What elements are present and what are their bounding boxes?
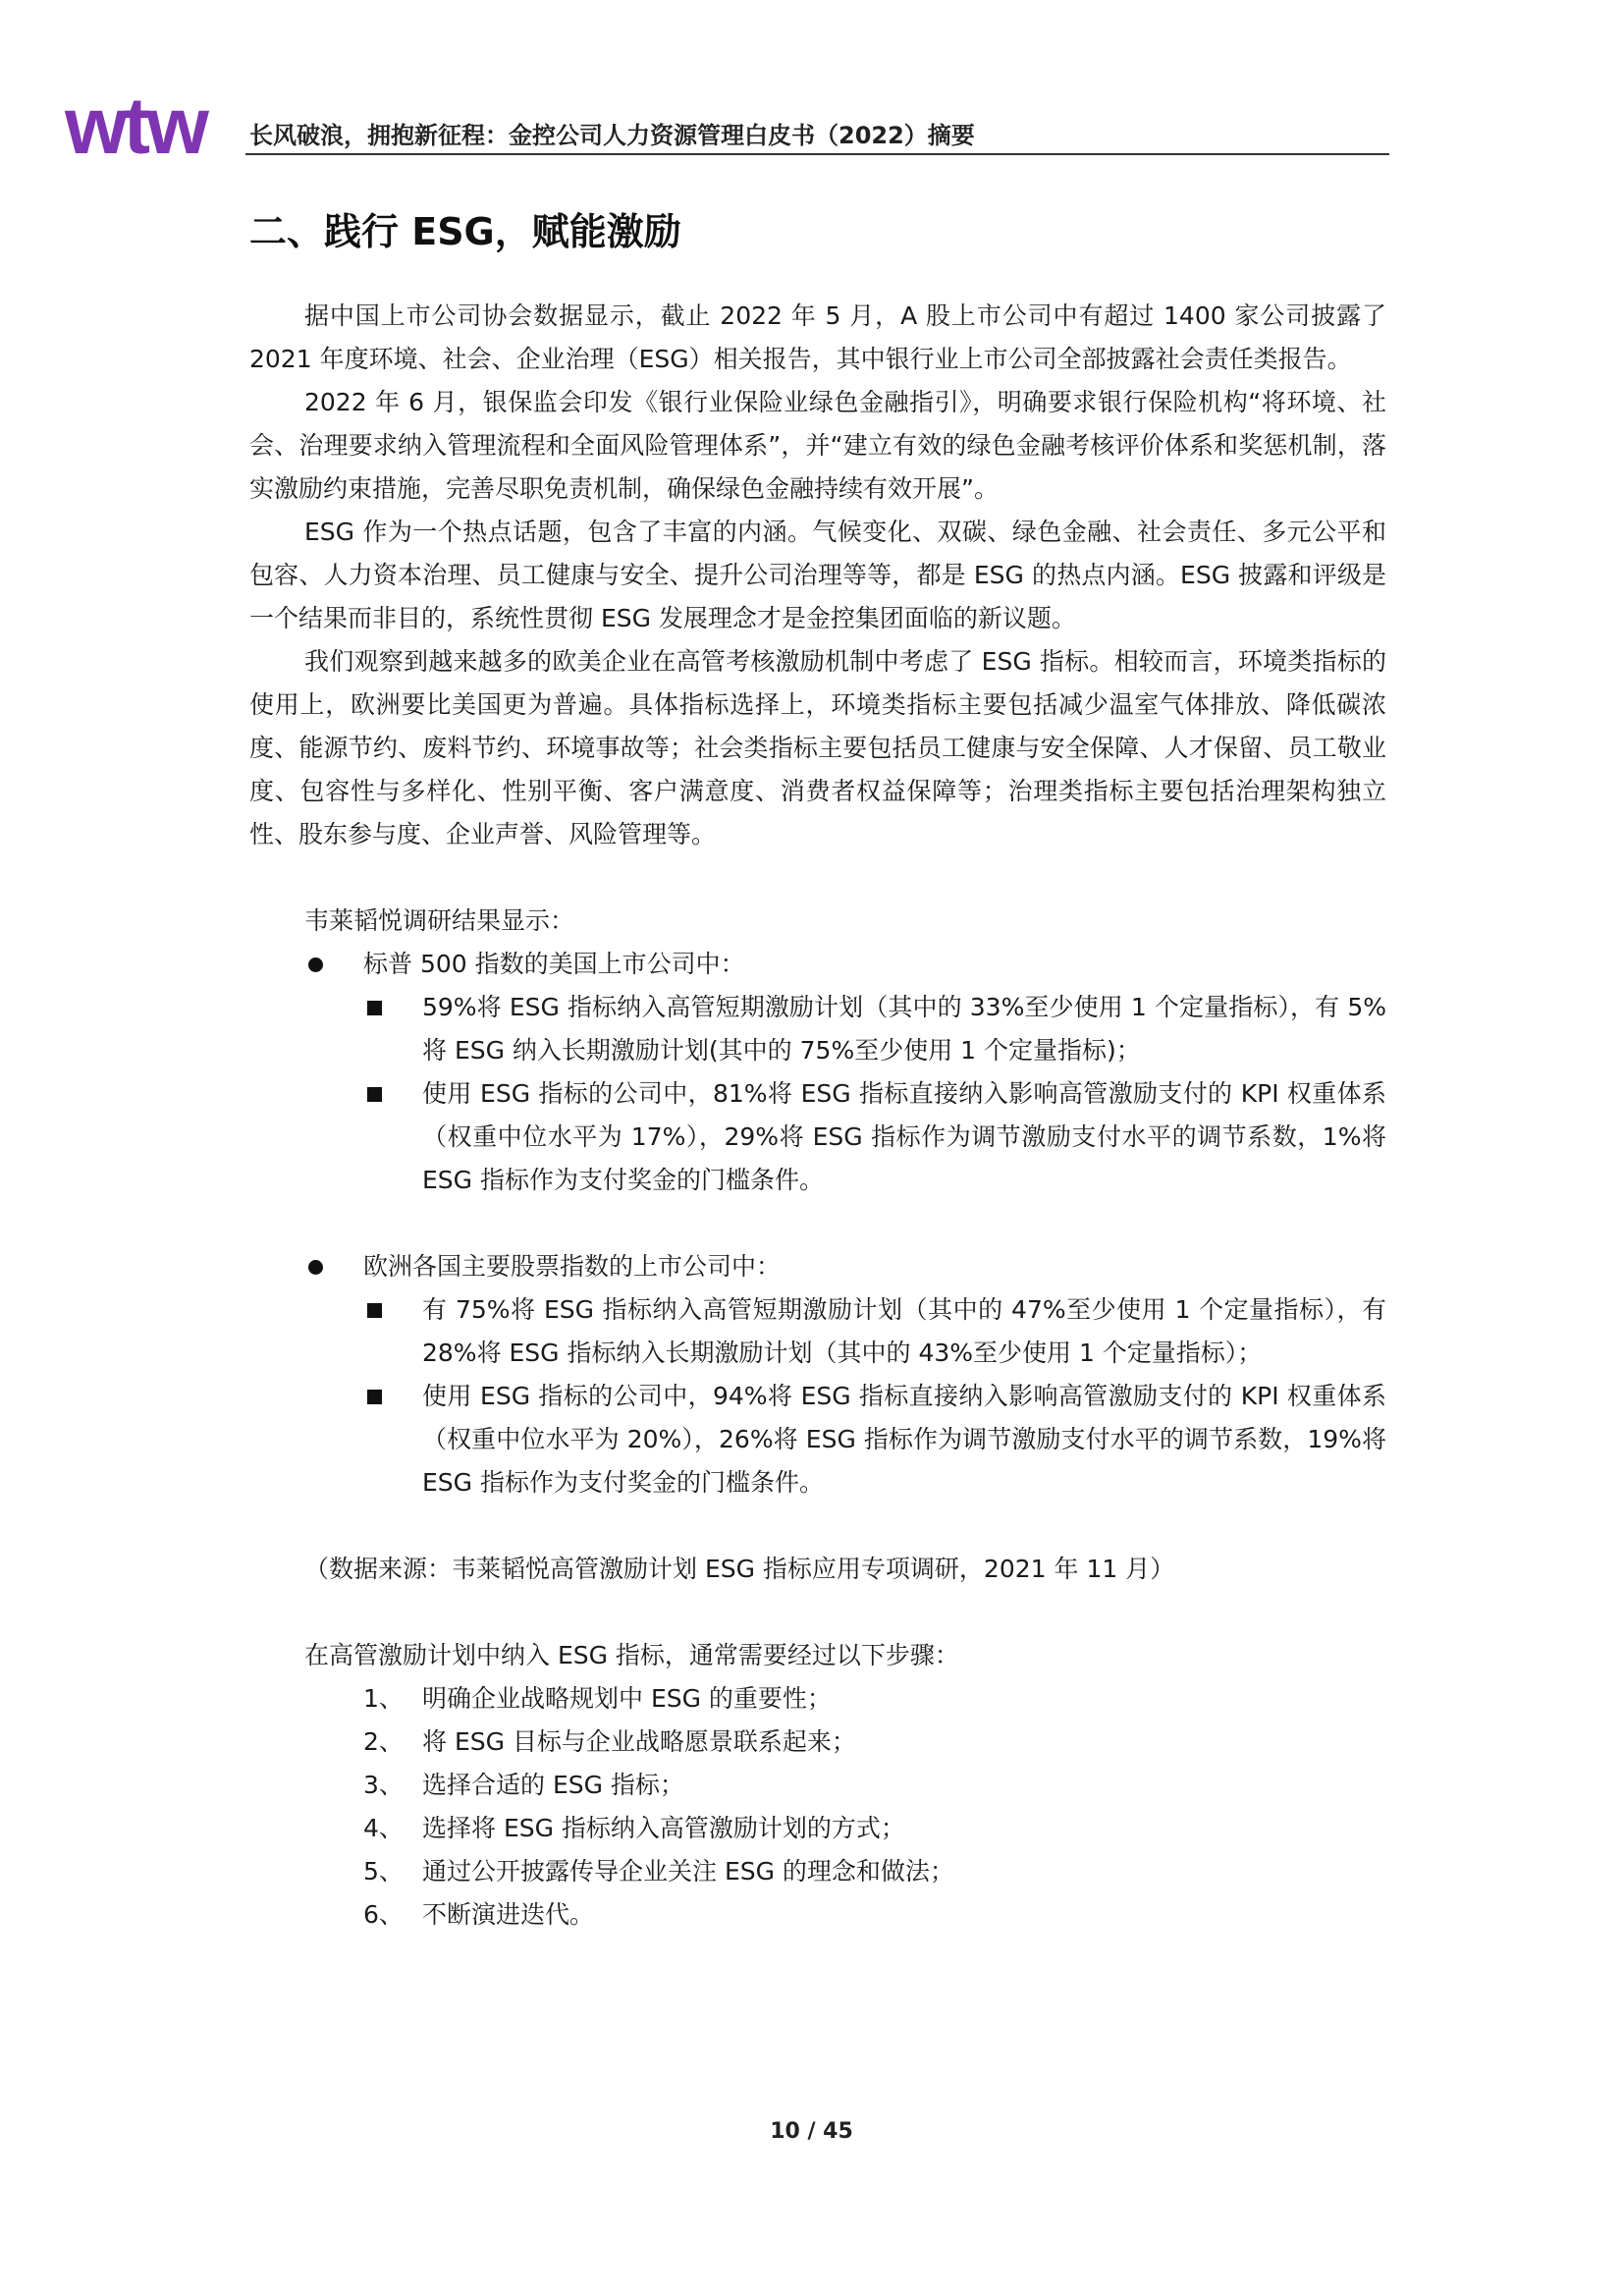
section-title: 二、践行 ESG，赋能激励 xyxy=(249,210,681,253)
step-item xyxy=(249,1893,1386,1937)
paragraph: ESG 作为一个热点话题，包含了丰富的内涵。气候变化、双碳、绿色金融、社会责任、多元公平和包容、人力资本治理、员工健康与安全、提升公司治理等等，都是 ESG 的热点内涵。ESG 披露和评级是一个结果而非目的，系统性贯彻 ESG 发展理念才是金控集团面临的新议题。 xyxy=(249,518,1386,632)
survey-intro: 韦莱韬悦调研结果显示： xyxy=(304,906,575,935)
spacer xyxy=(249,1202,1386,1245)
data-source-note: （数据来源：韦莱韬悦高管激励计划 ESG 指标应用专项调研，2021 年 11 月） xyxy=(304,1555,1175,1583)
step-number: 1、 xyxy=(363,1684,404,1713)
wtw-logo: wtw xyxy=(65,82,205,171)
step-number: 2、 xyxy=(363,1727,404,1756)
sub-bullet-text: 使用 ESG 指标的公司中，81%将 ESG 指标直接纳入影响高管激励支付的 KPI 权重体系（权重中位水平为 17%），29%将 ESG 指标作为调节激励支付水平的调节系数，1%将 ESG 指标作为支付奖金的门槛条件。 xyxy=(422,1079,1386,1194)
spacer xyxy=(249,1591,1386,1634)
sub-bullet-item xyxy=(249,1375,1386,1504)
step-number: 3、 xyxy=(363,1771,404,1799)
step-number: 4、 xyxy=(363,1814,404,1842)
page-number: 10 / 45 xyxy=(770,2119,853,2144)
step-item xyxy=(249,1807,1386,1850)
step-item xyxy=(249,1850,1386,1893)
bullet-dot-icon xyxy=(308,1260,323,1275)
bullet-heading: 欧洲各国主要股票指数的上市公司中： xyxy=(363,1252,782,1281)
step-text: 通过公开披露传导企业关注 ESG 的理念和做法； xyxy=(422,1857,954,1886)
square-bullet-icon xyxy=(367,1390,382,1404)
step-text: 不断演进迭代。 xyxy=(422,1900,595,1929)
paragraph: 2022 年 6 月，银保监会印发《银行业保险业绿色金融指引》，明确要求银行保险机构“将环境、社会、治理要求纳入管理流程和全面风险管理体系”，并“建立有效的绿色金融考核评价体系和奖惩机制，落实激励约束措施，完善尽职免责机制，确保绿色金融持续有效开展”。 xyxy=(249,388,1386,503)
document-header-title: 长风破浪，拥抱新征程：金控公司人力资源管理白皮书（2022）摘要 xyxy=(249,122,975,149)
step-number: 5、 xyxy=(363,1857,404,1886)
square-bullet-icon xyxy=(367,1087,382,1102)
paragraph: 据中国上市公司协会数据显示，截止 2022 年 5 月，A 股上市公司中有超过 1400 家公司披露了 2021 年度环境、社会、企业治理（ESG）相关报告，其中银行业上市公司全部披露社会责任类报告。 xyxy=(249,301,1386,373)
paragraph: 我们观察到越来越多的欧美企业在高管考核激励机制中考虑了 ESG 指标。相较而言，环境类指标的使用上，欧洲要比美国更为普遍。具体指标选择上，环境类指标主要包括减少温室气体排放、降低碳浓度、能源节约、废料节约、环境事故等；社会类指标主要包括员工健康与安全保障、人才保留、员工敬业度、包容性与多样化、性别平衡、客户满意度、消费者权益保障等；治理类指标主要包括治理架构独立性、股东参与度、企业声誉、风险管理等。 xyxy=(249,647,1386,848)
bullet-dot-icon xyxy=(308,957,323,972)
sub-bullet-text: 有 75%将 ESG 指标纳入高管短期激励计划（其中的 47%至少使用 1 个定量指标），有 28%将 ESG 指标纳入长期激励计划（其中的 43%至少使用 1 个定量指标）； xyxy=(422,1295,1386,1367)
square-bullet-icon xyxy=(367,1303,382,1318)
bullet-item xyxy=(249,1245,1386,1288)
sub-bullet-text: 59%将 ESG 指标纳入高管短期激励计划（其中的 33%至少使用 1 个定量指标），有 5%将 ESG 纳入长期激励计划(其中的 75%至少使用 1 个定量指标)； xyxy=(422,993,1386,1065)
main-content xyxy=(249,295,1386,1937)
step-text: 选择合适的 ESG 指标； xyxy=(422,1771,684,1799)
sub-bullet-item xyxy=(249,1072,1386,1202)
step-item xyxy=(249,1677,1386,1721)
sub-bullet-item xyxy=(249,986,1386,1072)
square-bullet-icon xyxy=(367,1001,382,1015)
bullet-item xyxy=(249,943,1386,986)
spacer xyxy=(249,1504,1386,1548)
steps-intro: 在高管激励计划中纳入 ESG 指标，通常需要经过以下步骤： xyxy=(304,1641,959,1669)
step-number: 6、 xyxy=(363,1900,404,1929)
sub-bullet-item xyxy=(249,1288,1386,1375)
step-text: 明确企业战略规划中 ESG 的重要性； xyxy=(422,1684,832,1713)
spacer xyxy=(249,856,1386,900)
header-divider xyxy=(245,153,1389,155)
step-item xyxy=(249,1764,1386,1807)
bullet-heading: 标普 500 指数的美国上市公司中： xyxy=(363,950,745,978)
step-text: 将 ESG 目标与企业战略愿景联系起来； xyxy=(422,1727,856,1756)
step-text: 选择将 ESG 指标纳入高管激励计划的方式； xyxy=(422,1814,905,1842)
step-item xyxy=(249,1721,1386,1764)
sub-bullet-text: 使用 ESG 指标的公司中，94%将 ESG 指标直接纳入影响高管激励支付的 KPI 权重体系（权重中位水平为 20%），26%将 ESG 指标作为调节激励支付水平的调节系数，19%将 ESG 指标作为支付奖金的门槛条件。 xyxy=(422,1382,1386,1497)
